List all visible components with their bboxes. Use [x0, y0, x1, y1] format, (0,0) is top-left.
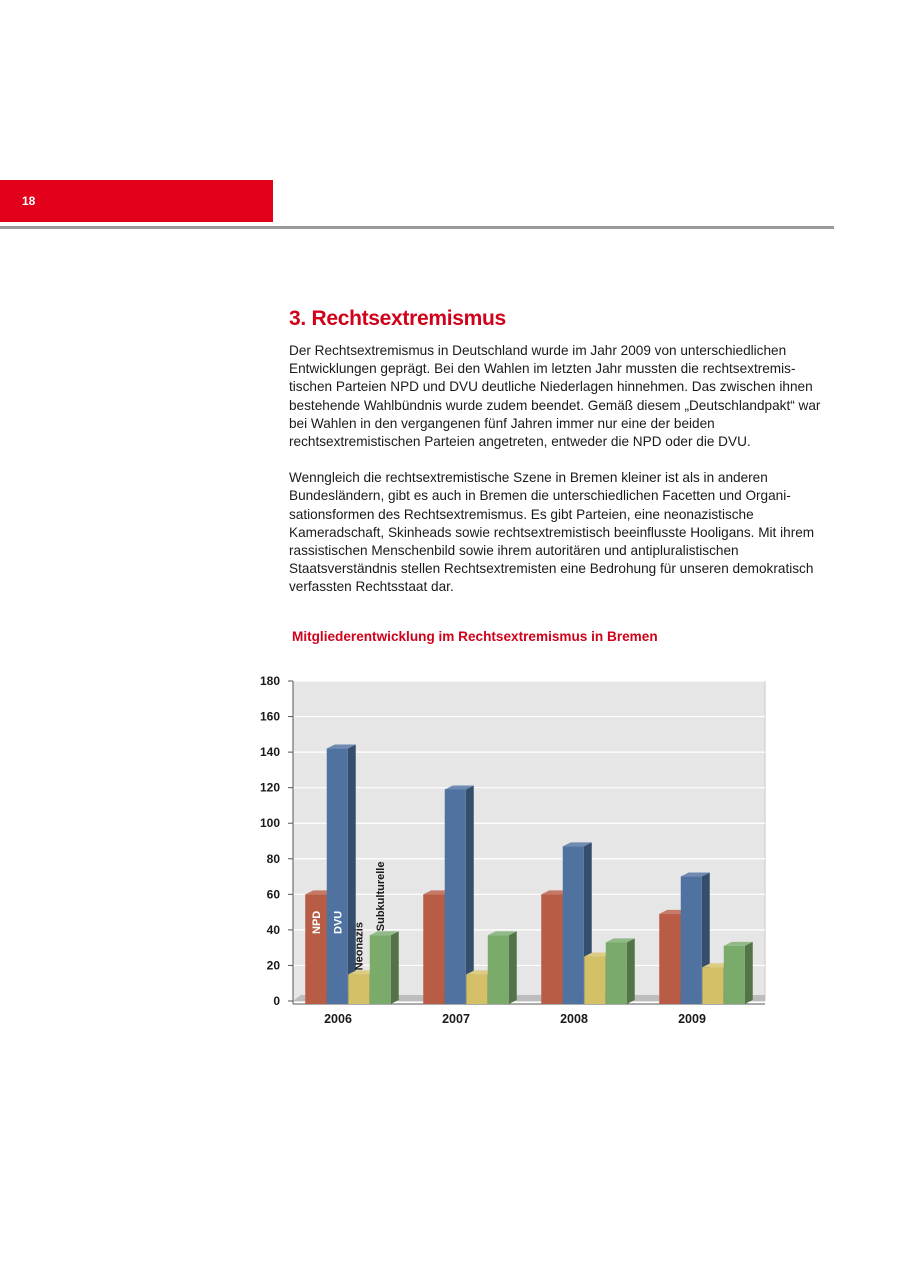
bar-subkulturelle [370, 935, 391, 1004]
page-number: 18 [22, 194, 36, 208]
x-tick-label: 2009 [678, 1012, 706, 1026]
bar-neonazis [702, 967, 723, 1004]
bar-neonazis [348, 974, 369, 1004]
bar-npd [423, 894, 444, 1004]
section-title: 3. Rechtsextremismus [289, 307, 506, 330]
bar-npd [541, 894, 562, 1004]
y-tick-label: 0 [273, 994, 280, 1008]
x-tick-label: 2006 [324, 1012, 352, 1026]
y-tick-label: 160 [259, 709, 280, 724]
y-tick-label: 60 [266, 887, 280, 902]
bar-dvu [681, 877, 702, 1004]
bar-side-subkulturelle [745, 942, 753, 1004]
y-tick-label: 40 [266, 922, 280, 937]
series-label-neonazis: Neonazis [353, 922, 366, 971]
x-tick-label: 2007 [442, 1012, 470, 1026]
y-tick-label: 100 [259, 816, 280, 831]
bar-side-subkulturelle [509, 931, 517, 1004]
y-tick-label: 20 [266, 958, 280, 973]
paragraph-2: Wenngleich die rechtsextremistische Szene in Bremen kleiner ist als in anderen Bundesländern, gibt es auch in Bremen die unterschiedlichen Facetten und Organisationsformen des Rechtsextremismus. Es gibt Parteien, eine neonazistische Kameradschaft, Skinheads sowie rechtsextremistisch beeinflusste Hooligans. Mit ihrem rassistischen Menschenbild sowie ihrem autoritären und antipluralistischen Staatsverständnis stellen Rechtsextremisten eine Bedrohung für unseren demokratisch verfassten Rechtsstaat dar. [289, 470, 815, 595]
bar-side-subkulturelle [627, 938, 635, 1004]
bar-dvu [327, 749, 348, 1004]
bar-neonazis [466, 974, 487, 1004]
bar-side-subkulturelle [391, 931, 399, 1004]
bar-dvu [563, 846, 584, 1004]
y-tick-label: 140 [259, 745, 280, 760]
bar-subkulturelle [488, 935, 509, 1004]
bar-subkulturelle [606, 942, 627, 1004]
x-tick-label: 2008 [560, 1012, 588, 1026]
series-label-subkulturelle: Subkulturelle [375, 861, 388, 932]
chart-title: Mitgliederentwicklung im Rechtsextremismus in Bremen [292, 629, 658, 644]
y-tick-label: 120 [259, 780, 280, 795]
y-tick-label: 80 [266, 851, 280, 866]
paragraph-1: Der Rechtsextremismus in Deutschland wurde im Jahr 2009 von unterschiedlichen Entwicklungen geprägt. Bei den Wahlen im letzten Jahr mussten die rechtsextremistischen Parteien NPD und DVU deutliche Niederlagen hinnehmen. Das zwischen ihnen bestehende Wahlbündnis wurde zudem beendet. Gemäß diesem „Deutschlandpakt“ war bei Wahlen in den vergangenen fünf Jahren immer nur eine der beiden rechtsextremistischen Parteien angetreten, entweder die NPD oder die DVU. [289, 343, 821, 450]
bar-dvu [445, 789, 466, 1004]
y-tick-label: 180 [259, 674, 280, 688]
bar-neonazis [584, 957, 605, 1004]
series-label-dvu: DVU [332, 910, 345, 934]
series-label-npd: NPD [310, 910, 323, 934]
bar-npd [659, 914, 680, 1004]
bar-subkulturelle [724, 946, 745, 1004]
